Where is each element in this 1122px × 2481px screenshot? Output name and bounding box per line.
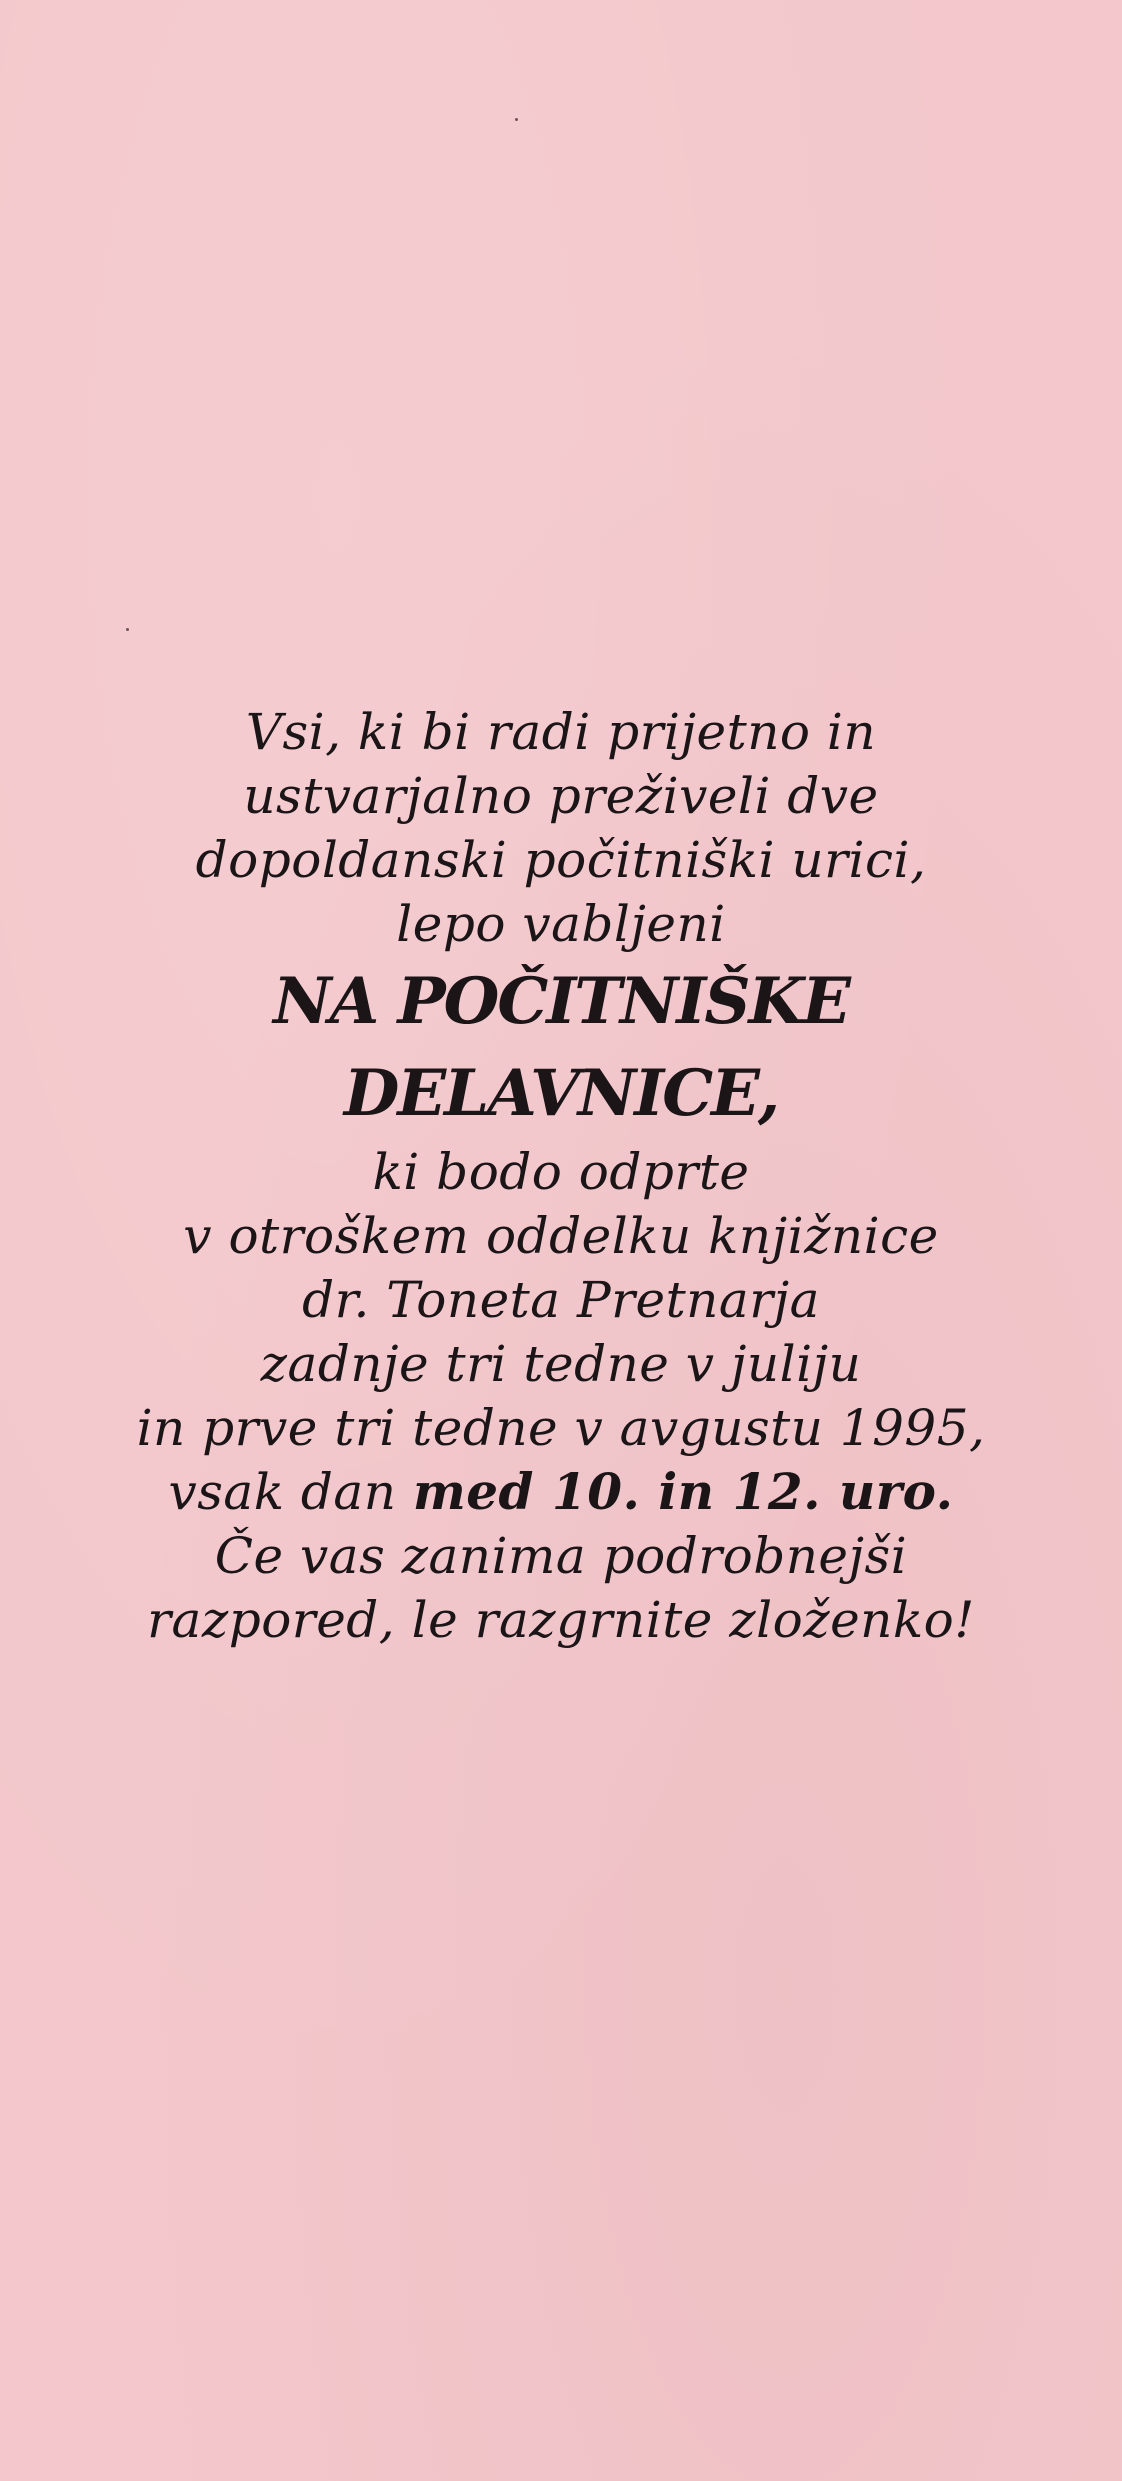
time-line-hours: med 10. in 12. uro.: [412, 1462, 954, 1521]
intro-line-4: lepo vabljeni: [396, 895, 726, 953]
intro-line-1: Vsi, ki bi radi prijetno in: [245, 703, 877, 761]
detail-line-5: in prve tri tedne v avgustu 1995,: [136, 1399, 986, 1457]
heading-line-2: DELAVNICE,: [343, 1056, 779, 1131]
intro-line-2: ustvarjalno preživeli dve: [243, 767, 879, 825]
detail-line-3: dr. Toneta Pretnarja: [302, 1271, 820, 1329]
closing-line-1: Če vas zanima podrobnejši: [214, 1527, 908, 1585]
time-line-prefix: vsak dan: [168, 1463, 413, 1521]
invitation-text: [0, 700, 1122, 1652]
time-line: [0, 1460, 1122, 1524]
detail-line-2: v otroškem oddelku knjižnice: [183, 1207, 939, 1265]
closing-line-2: razpored, le razgrnite zloženko!: [147, 1591, 975, 1649]
heading-line-1: NA POČITNIŠKE: [273, 964, 849, 1039]
intro-line-3: dopoldanski počitniški urici,: [195, 831, 927, 889]
paper-speck: [126, 628, 129, 631]
detail-line-4: zadnje tri tedne v juliju: [260, 1335, 862, 1393]
detail-line-1: ki bodo odprte: [372, 1143, 750, 1201]
paper-speck: [515, 118, 518, 121]
